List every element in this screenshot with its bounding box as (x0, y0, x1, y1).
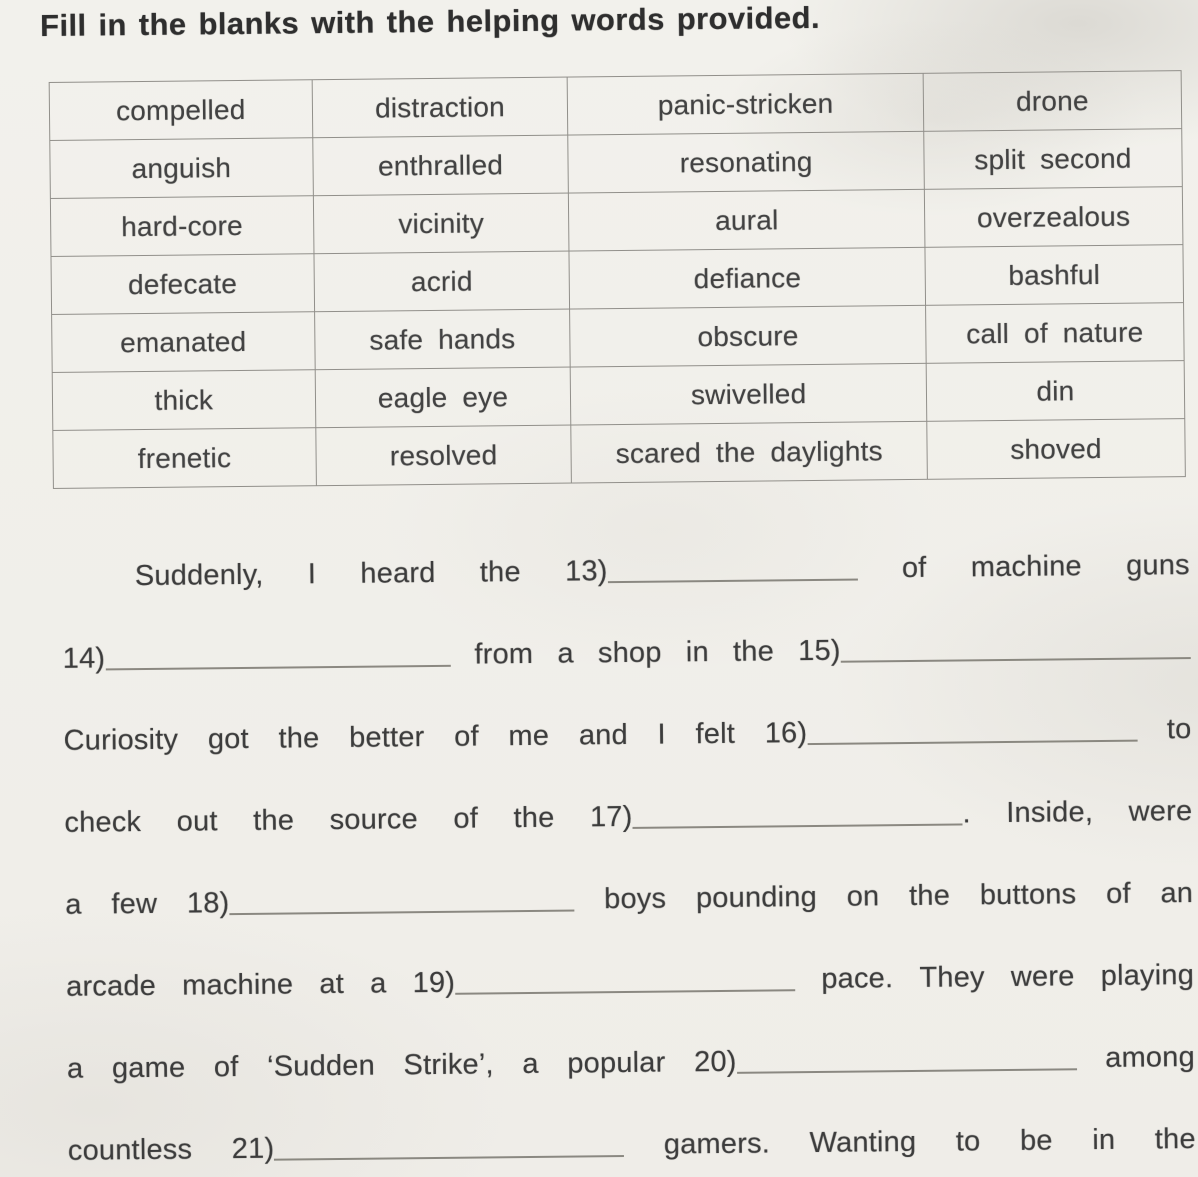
numbered-blank (565, 554, 858, 587)
passage-word: I (307, 558, 317, 591)
blank-underline (807, 739, 1137, 745)
passage-word: and (578, 718, 629, 752)
passage-word: the (1154, 1123, 1196, 1156)
word-bank-table (49, 70, 1186, 489)
blank-underline (737, 1067, 1077, 1074)
passage-word: They (919, 961, 985, 994)
passage-word: at (319, 967, 345, 1001)
blank-underline (633, 822, 963, 828)
numbered-blank (63, 640, 451, 674)
passage-word: to (955, 1125, 981, 1158)
blank-underline (105, 664, 450, 671)
passage-word: be (1019, 1124, 1053, 1157)
passage-word: were (1010, 960, 1075, 993)
passage-word: of (454, 720, 479, 753)
passage-word: an (1160, 877, 1194, 910)
word-cell: frenetic (53, 428, 316, 489)
word-cell: thick (52, 370, 315, 431)
blank-number: 13) (564, 555, 608, 588)
passage-word: a (522, 1047, 539, 1081)
passage-word: to (1166, 713, 1192, 746)
passage-word: source (329, 803, 419, 837)
word-cell: eagle eye (315, 367, 571, 428)
passage-word: boys (603, 882, 667, 916)
word-cell: anguish (50, 138, 313, 199)
table-row (53, 419, 1186, 489)
passage-word: few (111, 887, 158, 921)
passage-line (65, 878, 1193, 920)
passage-word: were (1128, 795, 1193, 828)
word-cell: enthralled (312, 135, 568, 196)
passage-word: among (1105, 1041, 1196, 1074)
passage-word: the (513, 801, 555, 835)
passage-word: out (176, 805, 218, 838)
passage-word: on (846, 880, 880, 913)
passage-line (64, 796, 1192, 838)
passage-line (62, 550, 1190, 592)
passage-word: me (508, 719, 550, 753)
passage-word: check (64, 806, 142, 839)
passage-word: Suddenly, (134, 558, 264, 593)
passage-line (66, 960, 1194, 1002)
word-cell: emanated (52, 312, 315, 373)
blank-number: 19) (412, 966, 456, 1000)
blank-number: 21) (231, 1132, 275, 1166)
passage-word: a (66, 1052, 84, 1085)
word-cell: scared the daylights (571, 421, 927, 483)
passage-word: heard (360, 556, 436, 590)
numbered-blank (232, 1130, 625, 1164)
passage-line (67, 1042, 1195, 1084)
passage-word: Strike’, (403, 1048, 494, 1082)
word-cell: bashful (925, 245, 1184, 306)
word-cell: split second (924, 129, 1183, 190)
word-cell: drone (923, 71, 1182, 132)
word-cell: panic-stricken (568, 73, 924, 135)
passage-word: guns (1125, 549, 1190, 582)
blank-number: 15) (797, 634, 841, 668)
word-cell: obscure (570, 305, 926, 367)
numbered-blank (187, 885, 575, 919)
word-cell: call of nature (925, 303, 1184, 364)
numbered-blank (412, 964, 795, 998)
passage (62, 550, 1197, 1177)
word-cell: resonating (568, 131, 924, 193)
word-cell: compelled (49, 80, 312, 141)
passage-word: machine (182, 968, 294, 1002)
blank-underline (608, 578, 858, 584)
passage-word: countless (67, 1133, 193, 1167)
passage-word: felt (695, 717, 736, 751)
passage-word: pace. (821, 962, 894, 995)
blank-number: 18) (186, 887, 230, 920)
blank-underline (229, 909, 574, 916)
passage-word: the (908, 879, 951, 913)
word-cell: overzealous (924, 187, 1183, 248)
passage-word: buttons (979, 878, 1077, 912)
passage-word: playing (1100, 959, 1195, 993)
word-cell: acrid (314, 251, 570, 312)
passage-word: the (479, 556, 521, 589)
passage-word: a (369, 967, 387, 1000)
word-cell: defecate (51, 254, 314, 315)
numbered-blank (765, 715, 1138, 749)
word-cell: vicinity (313, 193, 569, 254)
passage-word: of (213, 1051, 239, 1084)
blank-underline (274, 1154, 624, 1161)
passage-word: machine (970, 550, 1082, 584)
passage-word: of (453, 802, 479, 835)
passage-word: the (732, 635, 775, 668)
passage-word: in (1092, 1123, 1116, 1157)
passage-word: shop (597, 636, 662, 670)
numbered-blank (590, 798, 971, 832)
blank-after-text: . (962, 797, 971, 830)
word-cell: defiance (569, 247, 925, 309)
numbered-blank (798, 632, 1191, 666)
numbered-blank (694, 1043, 1077, 1077)
passage-word: from (474, 637, 534, 671)
passage-word: in (685, 636, 709, 669)
passage-word: better (348, 721, 425, 754)
word-cell: swivelled (571, 363, 927, 425)
word-cell: hard-core (50, 196, 313, 257)
passage-word: the (252, 804, 295, 837)
passage-word: Curiosity (63, 723, 179, 757)
blank-number: 16) (764, 717, 808, 750)
word-cell: distraction (312, 77, 568, 138)
passage-word: got (207, 722, 249, 756)
passage-word: pounding (695, 880, 818, 915)
word-cell: shoved (927, 419, 1186, 480)
passage-word: a (557, 637, 574, 670)
blank-number: 20) (693, 1045, 737, 1079)
word-cell: din (926, 361, 1185, 422)
passage-word: of (901, 551, 927, 585)
passage-word: a (65, 888, 82, 921)
page-title: Fill in the blanks with the helping words provided. (39, 0, 821, 44)
passage-line (63, 632, 1191, 674)
passage-word: popular (567, 1046, 666, 1080)
passage-word: game (111, 1051, 186, 1085)
word-cell: safe hands (314, 309, 570, 370)
word-cell: resolved (315, 425, 571, 486)
passage-word: the (278, 722, 320, 755)
blank-number: 17) (589, 800, 633, 834)
passage-word: Inside, (1006, 796, 1094, 829)
passage-word: gamers. (663, 1127, 771, 1161)
blank-underline (841, 656, 1191, 663)
passage-line (63, 714, 1191, 756)
passage-word: arcade (65, 969, 157, 1003)
passage-line (68, 1124, 1196, 1166)
blank-underline (455, 988, 795, 995)
passage-word: of (1105, 877, 1131, 910)
word-cell: aural (569, 189, 925, 251)
passage-word: I (657, 718, 666, 751)
blank-number: 14) (62, 642, 106, 675)
passage-word: Wanting (809, 1125, 917, 1160)
passage-word: ‘Sudden (266, 1049, 376, 1083)
